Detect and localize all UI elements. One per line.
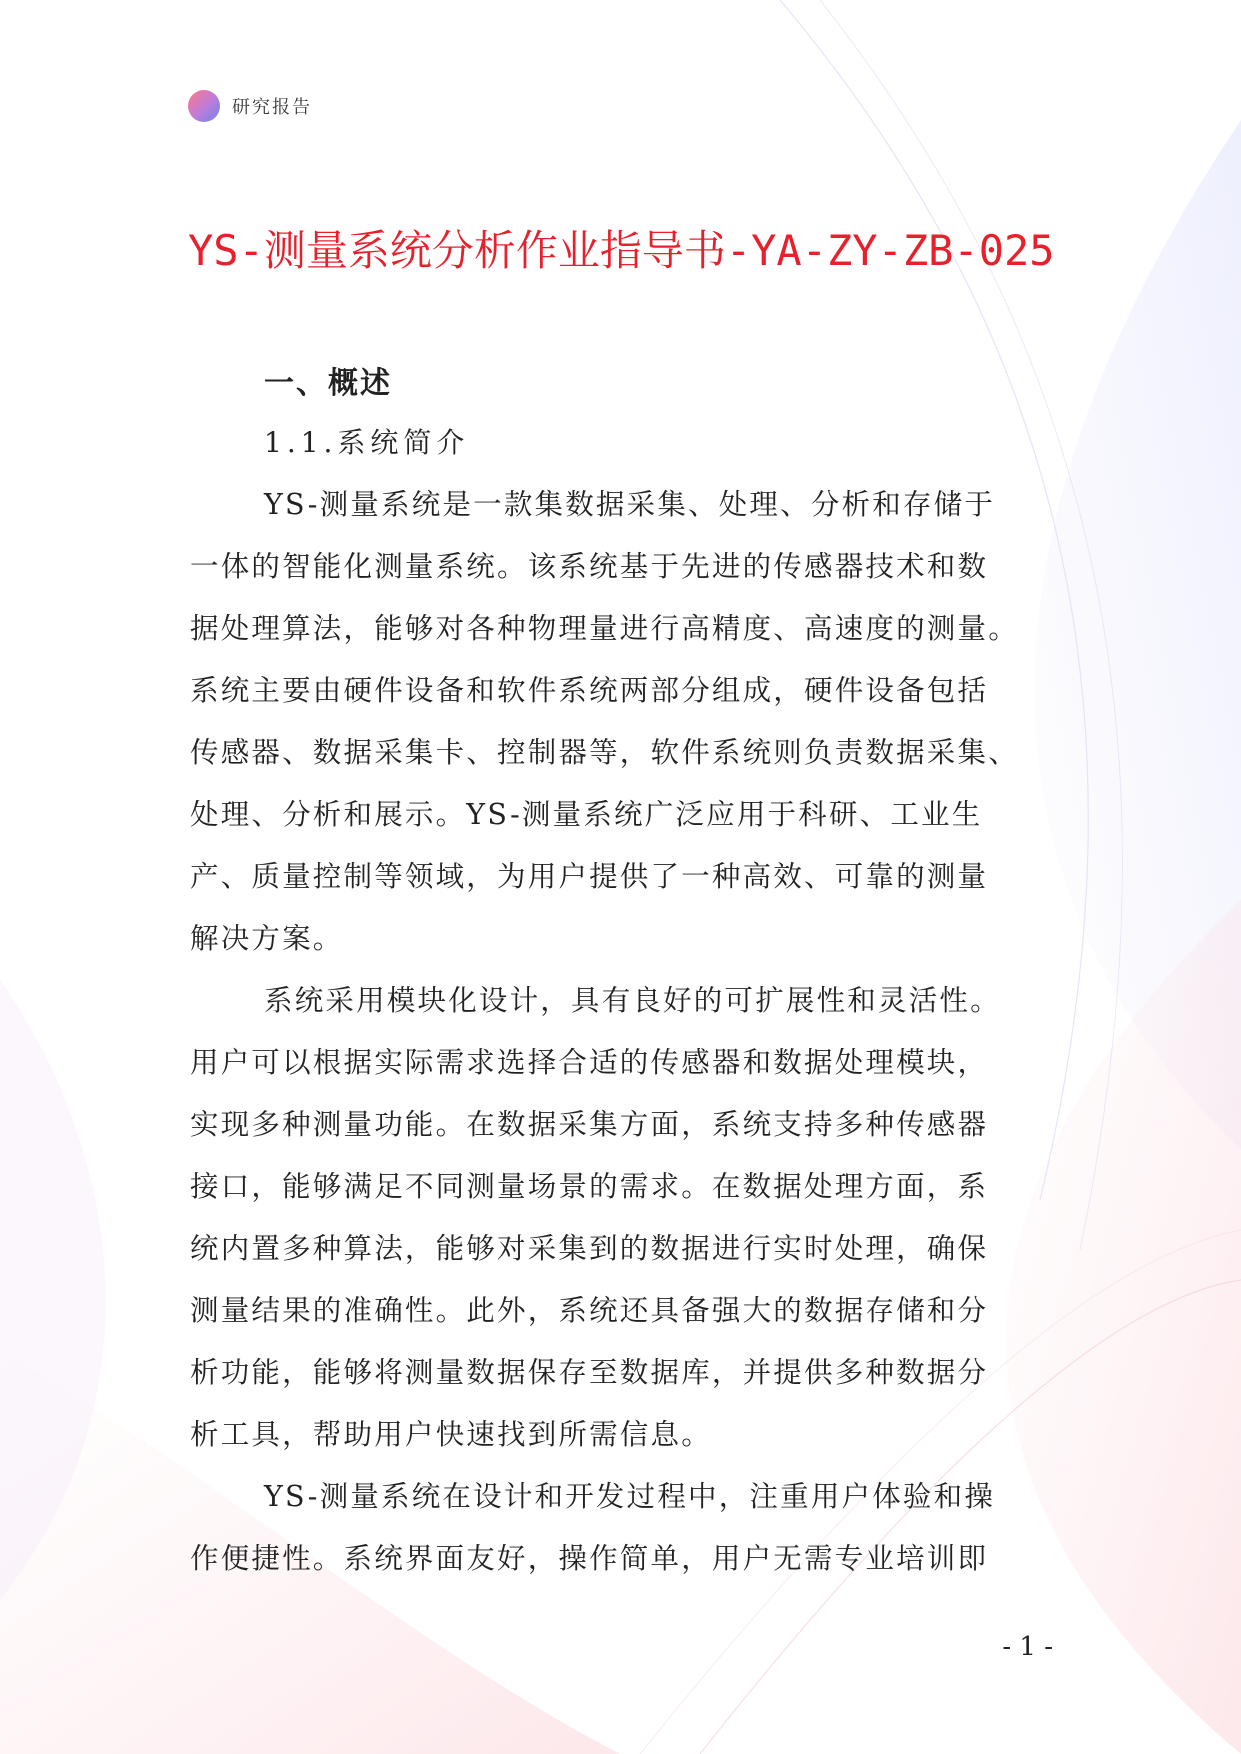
report-label: 研究报告 — [232, 97, 312, 118]
body-text — [190, 474, 1050, 1590]
paragraph-line: 析工具，帮助用户快速找到所需信息。 — [190, 1418, 712, 1451]
section-heading: 一、概述 — [264, 366, 392, 401]
paragraph-line: 处理、分析和展示。YS-测量系统广泛应用于科研、工业生 — [190, 798, 983, 831]
paragraph-line: 传感器、数据采集卡、控制器等，软件系统则负责数据采集、 — [190, 736, 1019, 769]
paragraph-line: 析功能，能够将测量数据保存至数据库，并提供多种数据分 — [190, 1356, 989, 1389]
paragraph-line: 实现多种测量功能。在数据采集方面，系统支持多种传感器 — [190, 1108, 989, 1141]
paragraph-line: 产、质量控制等领域，为用户提供了一种高效、可靠的测量 — [190, 860, 989, 893]
report-header — [188, 90, 312, 122]
paragraph-line: 一体的智能化测量系统。该系统基于先进的传感器技术和数 — [190, 550, 989, 583]
paragraph-line: 接口，能够满足不同测量场景的需求。在数据处理方面，系 — [190, 1170, 989, 1203]
paragraph-line: YS-测量系统在设计和开发过程中，注重用户体验和操 — [264, 1480, 996, 1513]
paragraph-line: 据处理算法，能够对各种物理量进行高精度、高速度的测量。 — [190, 612, 1019, 645]
paragraph-line: 解决方案。 — [190, 922, 344, 955]
document-title: YS-测量系统分析作业指导书-YA-ZY-ZB-025 — [188, 226, 1055, 275]
report-logo — [188, 90, 220, 122]
paragraph-line: 用户可以根据实际需求选择合适的传感器和数据处理模块， — [190, 1046, 989, 1079]
paragraph-line: 系统主要由硬件设备和软件系统两部分组成，硬件设备包括 — [190, 674, 989, 707]
paragraph-line: 统内置多种算法，能够对采集到的数据进行实时处理，确保 — [190, 1232, 989, 1265]
subsection-heading: 1.1.系统简介 — [264, 426, 470, 459]
paragraph-line: 测量结果的准确性。此外，系统还具备强大的数据存储和分 — [190, 1294, 989, 1327]
page-number: - 1 - — [1002, 1632, 1053, 1662]
paragraph-line: 系统采用模块化设计，具有良好的可扩展性和灵活性。 — [264, 984, 1001, 1017]
paragraph-line: 作便捷性。系统界面友好，操作简单，用户无需专业培训即 — [190, 1542, 989, 1575]
paragraph-line: YS-测量系统是一款集数据采集、处理、分析和存储于 — [264, 488, 996, 521]
